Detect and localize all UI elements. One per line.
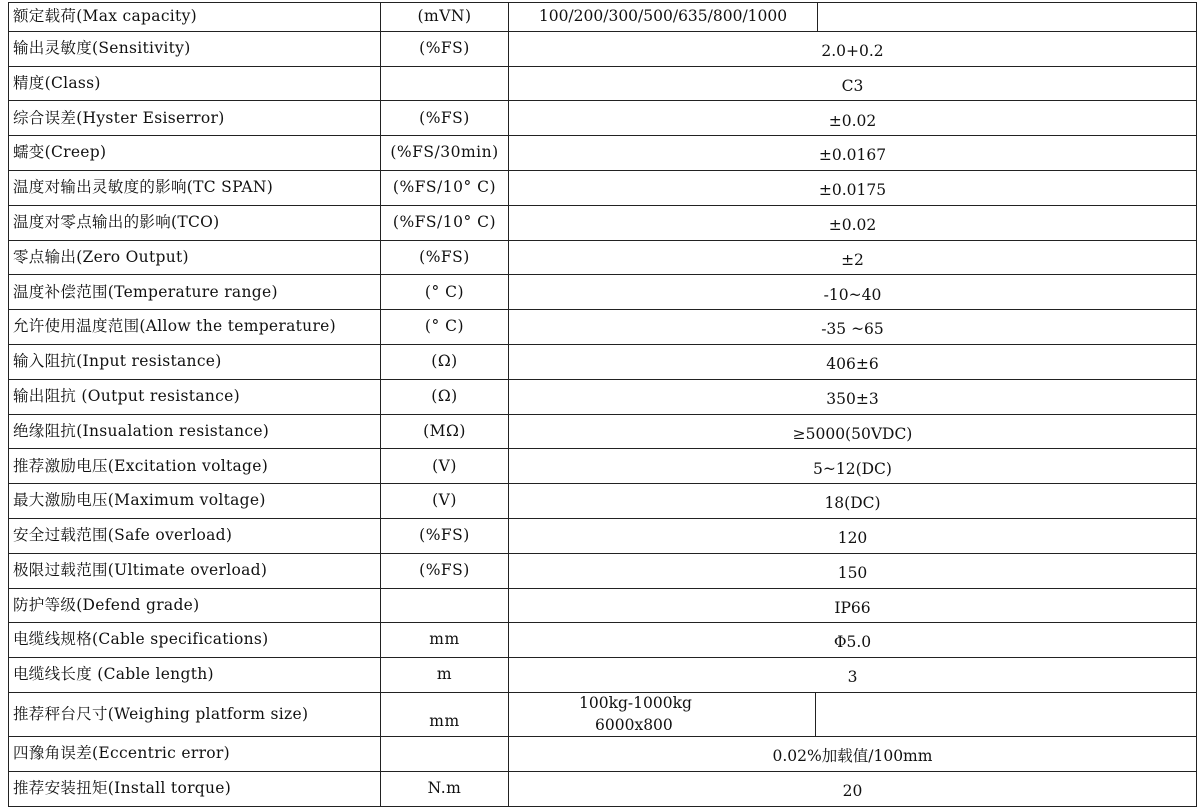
table-row xyxy=(9,692,1197,736)
param-name: 输出灵敏度(Sensitivity) xyxy=(9,31,381,66)
param-name: 输入阻抗(Input resistance) xyxy=(9,344,381,379)
param-unit: (V) xyxy=(381,449,509,484)
param-value: ±0.02 xyxy=(509,101,1197,136)
param-name: 安全过载范围(Safe overload) xyxy=(9,518,381,553)
empty-cell xyxy=(816,693,1196,736)
param-value: ±0.0167 xyxy=(509,136,1197,171)
param-value: 20 xyxy=(509,772,1197,807)
param-unit: (%FS/10° C) xyxy=(381,170,509,205)
param-value: 18(DC) xyxy=(509,484,1197,519)
param-value: IP66 xyxy=(509,588,1197,623)
param-name: 电缆线规格(Cable specifications) xyxy=(9,623,381,658)
param-name: 推荐秤台尺寸(Weighing platform size) xyxy=(9,692,381,736)
param-name: 极限过载范围(Ultimate overload) xyxy=(9,553,381,588)
param-value xyxy=(509,692,1197,736)
table-row xyxy=(9,205,1197,240)
param-unit xyxy=(381,66,509,101)
table-row xyxy=(9,588,1197,623)
param-unit: (%FS) xyxy=(381,518,509,553)
param-name: 绝缘阻抗(Insualation resistance) xyxy=(9,414,381,449)
param-name: 综合误差(Hyster Esiserror) xyxy=(9,101,381,136)
capacity-values: 100/200/300/500/635/800/1000 xyxy=(509,3,818,31)
param-unit xyxy=(381,588,509,623)
param-name: 零点输出(Zero Output) xyxy=(9,240,381,275)
spec-table xyxy=(8,2,1197,807)
param-value: ±0.02 xyxy=(509,205,1197,240)
param-value: -10~40 xyxy=(509,275,1197,310)
table-row xyxy=(9,623,1197,658)
param-value: ±2 xyxy=(509,240,1197,275)
param-name: 输出阻抗 (Output resistance) xyxy=(9,379,381,414)
param-unit: (%FS) xyxy=(381,31,509,66)
param-name: 额定载荷(Max capacity) xyxy=(9,3,381,32)
table-row xyxy=(9,3,1197,32)
table-row xyxy=(9,275,1197,310)
table-row xyxy=(9,772,1197,807)
param-value: 406±6 xyxy=(509,344,1197,379)
table-row xyxy=(9,737,1197,772)
param-unit: m xyxy=(381,658,509,693)
table-row xyxy=(9,344,1197,379)
param-unit: mm xyxy=(381,692,509,736)
platform-range: 100kg-1000kg xyxy=(579,693,692,712)
param-unit: (%FS) xyxy=(381,553,509,588)
table-row xyxy=(9,240,1197,275)
param-name: 四豫角误差(Eccentric error) xyxy=(9,737,381,772)
param-unit: (mVN) xyxy=(381,3,509,32)
table-row xyxy=(9,101,1197,136)
platform-size: 6000x800 xyxy=(595,715,673,734)
param-value xyxy=(509,3,1197,32)
param-value: C3 xyxy=(509,66,1197,101)
table-row xyxy=(9,449,1197,484)
param-name: 温度对零点输出的影响(TCO) xyxy=(9,205,381,240)
table-row xyxy=(9,170,1197,205)
param-name: 蠕变(Creep) xyxy=(9,136,381,171)
table-row xyxy=(9,414,1197,449)
param-unit: (MΩ) xyxy=(381,414,509,449)
param-unit: (%FS/30min) xyxy=(381,136,509,171)
param-name: 最大激励电压(Maximum voltage) xyxy=(9,484,381,519)
param-name: 温度补偿范围(Temperature range) xyxy=(9,275,381,310)
param-name: 推荐激励电压(Excitation voltage) xyxy=(9,449,381,484)
param-value: 5~12(DC) xyxy=(509,449,1197,484)
table-row xyxy=(9,310,1197,345)
table-row xyxy=(9,31,1197,66)
empty-cell xyxy=(818,3,1196,31)
table-row xyxy=(9,66,1197,101)
param-name: 推荐安装扭矩(Install torque) xyxy=(9,772,381,807)
table-row xyxy=(9,379,1197,414)
param-name: 精度(Class) xyxy=(9,66,381,101)
param-unit: (V) xyxy=(381,484,509,519)
param-value: 150 xyxy=(509,553,1197,588)
param-value: -35 ~65 xyxy=(509,310,1197,345)
param-value: ±0.0175 xyxy=(509,170,1197,205)
param-value: Φ5.0 xyxy=(509,623,1197,658)
param-unit: (Ω) xyxy=(381,379,509,414)
param-unit: (Ω) xyxy=(381,344,509,379)
param-unit xyxy=(381,737,509,772)
table-row xyxy=(9,136,1197,171)
param-name: 电缆线长度 (Cable length) xyxy=(9,658,381,693)
param-value: 120 xyxy=(509,518,1197,553)
spec-table-body xyxy=(9,3,1197,807)
table-row xyxy=(9,658,1197,693)
table-row xyxy=(9,518,1197,553)
table-row xyxy=(9,484,1197,519)
param-name: 温度对输出灵敏度的影响(TC SPAN) xyxy=(9,170,381,205)
param-unit: mm xyxy=(381,623,509,658)
param-unit: (° C) xyxy=(381,275,509,310)
param-name: 允许使用温度范围(Allow the temperature) xyxy=(9,310,381,345)
param-unit: (%FS) xyxy=(381,101,509,136)
param-unit: (° C) xyxy=(381,310,509,345)
param-name: 防护等级(Defend grade) xyxy=(9,588,381,623)
param-value: 0.02%加载值/100mm xyxy=(509,737,1197,772)
param-value: 2.0+0.2 xyxy=(509,31,1197,66)
param-unit: (%FS/10° C) xyxy=(381,205,509,240)
param-value: 350±3 xyxy=(509,379,1197,414)
param-unit: (%FS) xyxy=(381,240,509,275)
param-value: 3 xyxy=(509,658,1197,693)
param-unit: N.m xyxy=(381,772,509,807)
table-row xyxy=(9,553,1197,588)
param-value: ≥5000(50VDC) xyxy=(509,414,1197,449)
